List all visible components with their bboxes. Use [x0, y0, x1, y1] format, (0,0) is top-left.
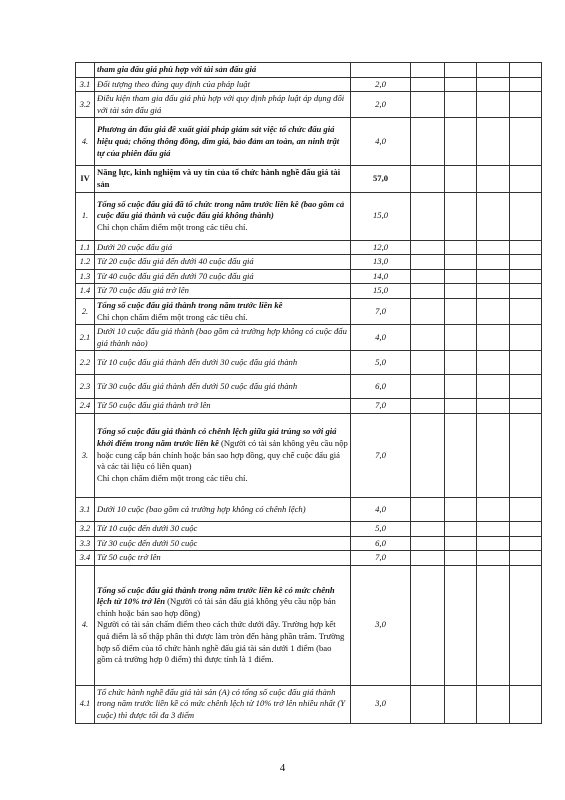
score-cell	[477, 565, 510, 685]
score-cell	[445, 118, 477, 166]
score-cell	[411, 536, 445, 551]
criterion-number: 3.1	[76, 497, 95, 521]
criterion-text: Từ 70 cuộc đấu giá trở lên	[97, 285, 189, 296]
criterion-text: Tổng số cuộc đấu giá thành trong năm trước liền kề	[97, 299, 283, 310]
score-cell	[510, 536, 542, 551]
criterion-text: Dưới 10 cuộc đấu giá thành (bao gồm cả trường hợp không có cuộc đấu giá thành nào)	[97, 326, 347, 348]
score-cell	[477, 118, 510, 166]
criterion-text: (Người có tài sản đấu giá không yêu cầu nộp bản chính hoặc bản sao hợp đồng)	[97, 596, 336, 618]
score-cell	[445, 521, 477, 536]
score-cell	[477, 192, 510, 240]
table-row	[76, 255, 542, 270]
score-cell	[411, 351, 445, 375]
criterion-number: 4.1	[76, 685, 95, 723]
score-cell	[510, 77, 542, 92]
max-points: 6,0	[351, 536, 411, 551]
score-cell	[411, 77, 445, 92]
score-cell	[445, 298, 477, 324]
max-points: 4,0	[351, 497, 411, 521]
table-row	[76, 118, 542, 166]
score-cell	[445, 399, 477, 414]
max-points: 2,0	[351, 92, 411, 118]
criterion-content	[95, 77, 351, 92]
criterion-number: 1.1	[76, 240, 95, 255]
max-points: 5,0	[351, 521, 411, 536]
score-cell	[477, 685, 510, 723]
criterion-content	[95, 413, 351, 497]
table-row	[76, 351, 542, 375]
score-cell	[445, 325, 477, 351]
criterion-text: tham gia đấu giá phù hợp với tài sản đấu giá	[97, 64, 257, 74]
criterion-text: Từ 50 cuộc trở lên	[97, 552, 161, 563]
score-cell	[477, 351, 510, 375]
max-points: 7,0	[351, 298, 411, 324]
criterion-number: 3.1	[76, 77, 95, 92]
score-cell	[477, 92, 510, 118]
score-cell	[510, 255, 542, 270]
score-cell	[477, 240, 510, 255]
score-cell	[411, 255, 445, 270]
criterion-content	[95, 565, 351, 685]
score-cell	[510, 192, 542, 240]
criterion-text: Năng lực, kinh nghiệm và uy tín của tổ chức hành nghề đấu giá tài sản	[97, 167, 341, 189]
score-cell	[477, 521, 510, 536]
score-cell	[477, 413, 510, 497]
score-cell	[411, 298, 445, 324]
criterion-text: Dưới 10 cuộc (bao gồm cả trường hợp không có chênh lệch)	[97, 503, 306, 514]
score-cell	[411, 551, 445, 566]
score-cell	[411, 521, 445, 536]
criterion-text: Chỉ chọn chấm điểm một trong các tiêu chí.	[97, 472, 248, 483]
score-cell	[411, 325, 445, 351]
score-cell	[510, 399, 542, 414]
score-cell	[510, 375, 542, 399]
score-cell	[411, 399, 445, 414]
score-cell	[445, 551, 477, 566]
criterion-content	[95, 497, 351, 521]
table-row	[76, 551, 542, 566]
score-cell	[411, 375, 445, 399]
score-cell	[445, 284, 477, 299]
criterion-content	[95, 255, 351, 270]
table-row	[76, 284, 542, 299]
score-cell	[445, 192, 477, 240]
criterion-content	[95, 521, 351, 536]
criterion-number: 3.2	[76, 521, 95, 536]
scoring-table	[75, 62, 542, 724]
score-cell	[411, 413, 445, 497]
criterion-content	[95, 536, 351, 551]
max-points: 13,0	[351, 255, 411, 270]
score-cell	[445, 375, 477, 399]
criterion-text: Đối tượng theo đúng quy định của pháp luật	[97, 78, 250, 89]
max-points: 12,0	[351, 240, 411, 255]
criterion-text: Từ 30 cuộc đến dưới 50 cuộc	[97, 537, 198, 548]
table-row	[76, 166, 542, 192]
criterion-number: 3.2	[76, 92, 95, 118]
criterion-content	[95, 298, 351, 324]
score-cell	[477, 269, 510, 284]
criterion-content	[95, 351, 351, 375]
score-cell	[510, 166, 542, 192]
criterion-number: 2.3	[76, 375, 95, 399]
max-points: 3,0	[351, 565, 411, 685]
criterion-text: Từ 10 cuộc đến dưới 30 cuộc	[97, 522, 198, 533]
score-cell	[510, 118, 542, 166]
table-row	[76, 497, 542, 521]
max-points: 5,0	[351, 351, 411, 375]
max-points: 6,0	[351, 375, 411, 399]
criterion-content	[95, 325, 351, 351]
table-row	[76, 325, 542, 351]
criterion-content	[95, 118, 351, 166]
max-points	[351, 63, 411, 78]
table-row	[76, 375, 542, 399]
score-cell	[510, 521, 542, 536]
score-cell	[411, 118, 445, 166]
page-number: 4	[279, 762, 286, 774]
table-row	[76, 685, 542, 723]
score-cell	[510, 565, 542, 685]
score-cell	[477, 325, 510, 351]
criterion-number: 1.4	[76, 284, 95, 299]
criterion-text: Từ 10 cuộc đấu giá thành đến dưới 30 cuộc đấu giá thành	[97, 357, 298, 368]
criterion-content	[95, 551, 351, 566]
criterion-number: IV	[76, 166, 95, 192]
score-cell	[510, 284, 542, 299]
score-cell	[477, 255, 510, 270]
score-cell	[445, 77, 477, 92]
score-cell	[510, 497, 542, 521]
criterion-content	[95, 284, 351, 299]
score-cell	[411, 63, 445, 78]
table-row	[76, 77, 542, 92]
criterion-number: 4.	[76, 118, 95, 166]
criterion-text: Chỉ chọn chấm điểm một trong các tiêu chí.	[97, 311, 248, 322]
table-row	[76, 565, 542, 685]
score-cell	[477, 551, 510, 566]
criterion-content	[95, 685, 351, 723]
score-cell	[510, 240, 542, 255]
criterion-text: Từ 30 cuộc đấu giá thành đến dưới 50 cuộc đấu giá thành	[97, 381, 298, 392]
criterion-text: (Người có tài sản không yêu cầu nộp hoặc cung cấp bản chính hoặc bản sao hợp đồng, quy chế cuộc đấu giá và các tài liệu có liên quan)	[97, 438, 348, 472]
max-points: 4,0	[351, 325, 411, 351]
criterion-number: 3.3	[76, 536, 95, 551]
criterion-content	[95, 375, 351, 399]
table-row	[76, 240, 542, 255]
max-points: 15,0	[351, 284, 411, 299]
score-cell	[445, 351, 477, 375]
criterion-number: 3.4	[76, 551, 95, 566]
max-points: 4,0	[351, 118, 411, 166]
max-points: 2,0	[351, 77, 411, 92]
table-row	[76, 192, 542, 240]
table-row	[76, 63, 542, 78]
score-cell	[445, 63, 477, 78]
criterion-text: Điều kiện tham gia đấu giá phù hợp với quy định pháp luật áp dụng đối với tài sản đấu giá	[97, 93, 345, 115]
criterion-content	[95, 92, 351, 118]
score-cell	[411, 284, 445, 299]
table-row	[76, 413, 542, 497]
score-cell	[510, 298, 542, 324]
criterion-number: 3.	[76, 413, 95, 497]
score-cell	[445, 255, 477, 270]
score-cell	[411, 565, 445, 685]
max-points: 7,0	[351, 413, 411, 497]
score-cell	[445, 497, 477, 521]
criterion-text: Người có tài sản chấm điểm theo cách thức dưới đây. Trường hợp kết quả điểm là số thập phân thì được làm tròn đến hàng phần trăm. Trường hợp số điểm của tổ chức hành nghề đấu giá tài sản dưới 1 điểm (bao gồm cả trường hợp 0 điểm) thì được tính là 1 điểm.	[97, 619, 345, 665]
criterion-number: 2.	[76, 298, 95, 324]
score-cell	[411, 240, 445, 255]
criterion-number: 4.	[76, 565, 95, 685]
criterion-content	[95, 240, 351, 255]
criterion-text: Tổng số cuộc đấu giá đã tổ chức trong năm trước liền kề (bao gồm cả cuộc đấu giá thành và cuộc đấu giá không thành)	[97, 198, 345, 221]
criterion-number	[76, 63, 95, 78]
criterion-content	[95, 269, 351, 284]
score-cell	[445, 536, 477, 551]
score-cell	[510, 685, 542, 723]
criterion-content	[95, 166, 351, 192]
score-cell	[477, 497, 510, 521]
score-cell	[477, 399, 510, 414]
score-cell	[477, 536, 510, 551]
score-cell	[445, 166, 477, 192]
score-cell	[510, 63, 542, 78]
score-cell	[445, 92, 477, 118]
score-cell	[477, 284, 510, 299]
criterion-number: 2.4	[76, 399, 95, 414]
table-row	[76, 269, 542, 284]
criterion-content	[95, 399, 351, 414]
max-points: 14,0	[351, 269, 411, 284]
score-cell	[510, 92, 542, 118]
score-cell	[477, 63, 510, 78]
table-row	[76, 92, 542, 118]
table-row	[76, 521, 542, 536]
score-cell	[445, 565, 477, 685]
criterion-number: 1.3	[76, 269, 95, 284]
criterion-text: Phương án đấu giá đề xuất giải pháp giám sát việc tổ chức đấu giá hiệu quả; chống thông đồng, dìm giá, bảo đảm an toàn, an ninh trật tự của phiên đấu giá	[97, 124, 340, 158]
score-cell	[477, 77, 510, 92]
score-cell	[510, 325, 542, 351]
score-cell	[445, 240, 477, 255]
score-cell	[411, 192, 445, 240]
criterion-text: Tổ chức hành nghề đấu giá tài sản (A) có tổng số cuộc đấu giá thành trong năm trước liền kề có mức chênh lệch từ 10% trở lên nhiều nhất (Y cuộc) thì được tối đa 3 điểm	[97, 686, 345, 720]
score-cell	[411, 92, 445, 118]
score-cell	[510, 551, 542, 566]
score-cell	[411, 685, 445, 723]
table-body	[76, 63, 542, 724]
score-cell	[510, 269, 542, 284]
max-points: 57,0	[351, 166, 411, 192]
criterion-text: Từ 50 cuộc đấu giá thành trở lên	[97, 400, 211, 411]
score-cell	[477, 166, 510, 192]
table-row	[76, 536, 542, 551]
criterion-number: 2.1	[76, 325, 95, 351]
criterion-text: Từ 40 cuộc đấu giá đến dưới 70 cuộc đấu giá	[97, 270, 254, 281]
criterion-content	[95, 192, 351, 240]
max-points: 7,0	[351, 551, 411, 566]
score-cell	[445, 413, 477, 497]
max-points: 7,0	[351, 399, 411, 414]
table-row	[76, 298, 542, 324]
criterion-number: 1.	[76, 192, 95, 240]
criterion-text: Tổng số cuộc đấu giá thành trong năm trước liền kề có mức chênh lệch từ 10% trở lên	[97, 584, 335, 607]
score-cell	[510, 413, 542, 497]
criterion-text: Từ 20 cuộc đấu giá đến dưới 40 cuộc đấu giá	[97, 256, 254, 267]
score-cell	[445, 685, 477, 723]
criterion-text: Dưới 20 cuộc đấu giá	[97, 241, 173, 252]
criterion-text: Tổng số cuộc đấu giá thành có chênh lệch giữa giá trúng so với giá khởi điểm trong năm trước liền kề	[97, 426, 337, 449]
score-cell	[477, 298, 510, 324]
score-cell	[411, 497, 445, 521]
criterion-number: 1.2	[76, 255, 95, 270]
criterion-content	[95, 63, 351, 78]
score-cell	[411, 166, 445, 192]
score-cell	[445, 269, 477, 284]
criterion-text: Chỉ chọn chấm điểm một trong các tiêu chí.	[97, 221, 248, 232]
score-cell	[510, 351, 542, 375]
max-points: 3,0	[351, 685, 411, 723]
score-cell	[411, 269, 445, 284]
table-row	[76, 399, 542, 414]
score-cell	[477, 375, 510, 399]
max-points: 15,0	[351, 192, 411, 240]
criterion-number: 2.2	[76, 351, 95, 375]
